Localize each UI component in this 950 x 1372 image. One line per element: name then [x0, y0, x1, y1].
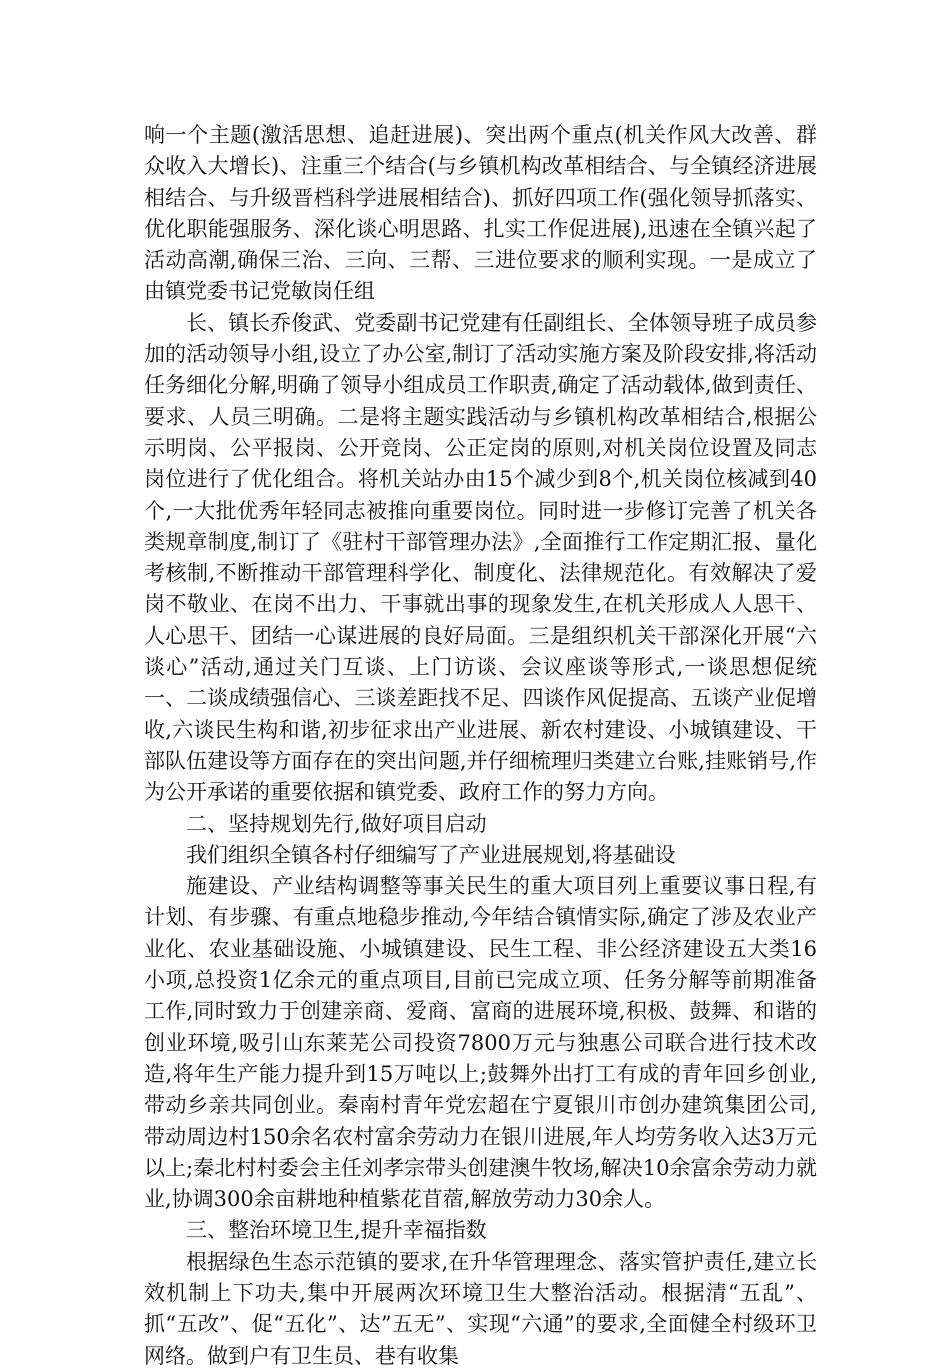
document-body [144, 120, 817, 1372]
paragraph-continued: 响一个主题(激活思想、追赶进展)、突出两个重点(机关作风大改善、群众收入大增长)、注重三个结合(与乡镇机构改革相结合、与全镇经济进展相结合、与升级晋档科学进展相结合)、抓好四项工作(强化领导抓落实、优化职能强服务、深化谈心明思路、扎实工作促进展),迅速在全镇兴起了活动高潮,确保三治、三向、三帮、三进位要求的顺利实现。一是成立了由镇党委书记党敏岗任组 [144, 123, 817, 304]
paragraph-industry-plan: 我们组织全镇各村仔细编写了产业进展规划,将基础设 [186, 842, 676, 867]
section-heading-environment: 三、整治环境卫生,提升幸福指数 [186, 1218, 487, 1243]
section-heading-planning: 二、坚持规划先行,做好项目启动 [186, 811, 487, 836]
paragraph-leadership-group: 长、镇长乔俊武、党委副书记党建有任副组长、全体领导班子成员参加的活动领导小组,设立了办公室,制订了活动实施方案及阶段安排,将活动任务细化分解,明确了领导小组成员工作职责,确定了活动载体,做到责任、要求、人员三明确。二是将主题实践活动与乡镇机构改革相结合,根据公示明岗、公平报岗、公开竞岗、公正定岗的原则,对机关岗位设置及同志岗位进行了优化组合。将机关站办由15个减少到8个,机关岗位核减到40个,一大批优秀年轻同志被推向重要岗位。同时进一步修订完善了机关各类规章制度,制订了《驻村干部管理办法》,全面推行工作定期汇报、量化考核制,不断推动干部管理科学化、制度化、法律规范化。有效解决了爱岗不敬业、在岗不出力、干事就出事的现象发生,在机关形成人人思干、人心思干、团结一心谋进展的良好局面。三是组织机关干部深化开展“六谈心”活动,通过关门互谈、上门访谈、会议座谈等形式,一谈思想促统一、二谈成绩强信心、三谈差距找不足、四谈作风促提高、五谈产业促增收,六谈民生构和谐,初步征求出产业进展、新农村建设、小城镇建设、干部队伍建设等方面存在的突出问题,并仔细梳理归类建立台账,挂账销号,作为公开承诺的重要依据和镇党委、政府工作的努力方向。 [144, 310, 817, 805]
paragraph-sanitation: 根据绿色生态示范镇的要求,在升华管理理念、落实管护责任,建立长效机制上下功夫,集中开展两次环境卫生大整治活动。根据清“五乱”、抓“五改”、促“五化”、达”五无”、实现“六通”的要求,全面健全村级环卫网络。做到户有卫生员、巷有收集 [144, 1249, 817, 1368]
paragraph-infrastructure: 施建设、产业结构调整等事关民生的重大项目列上重要议事日程,有计划、有步骤、有重点地稳步推动,今年结合镇情实际,确定了涉及农业产业化、农业基础设施、小城镇建设、民生工程、非公经济建设五大类16小项,总投资1亿余元的重点项目,目前已完成立项、任务分解等前期准备工作,同时致力于创建亲商、爱商、富商的进展环境,积极、鼓舞、和谐的创业环境,吸引山东莱芜公司投资7800万元与独惠公司联合进行技术改造,将年生产能力提升到15万吨以上;鼓舞外出打工有成的青年回乡创业,带动乡亲共同创业。秦南村青年党宏超在宁夏银川市创办建筑集团公司,带动周边村150余名农村富余劳动力在银川进展,年人均劳务收入达3万元以上;秦北村村委会主任刘孝宗带头创建澳牛牧场,解决10余富余劳动力就业,协调300余亩耕地种植紫花苜蓿,解放劳动力30余人。 [144, 874, 817, 1212]
